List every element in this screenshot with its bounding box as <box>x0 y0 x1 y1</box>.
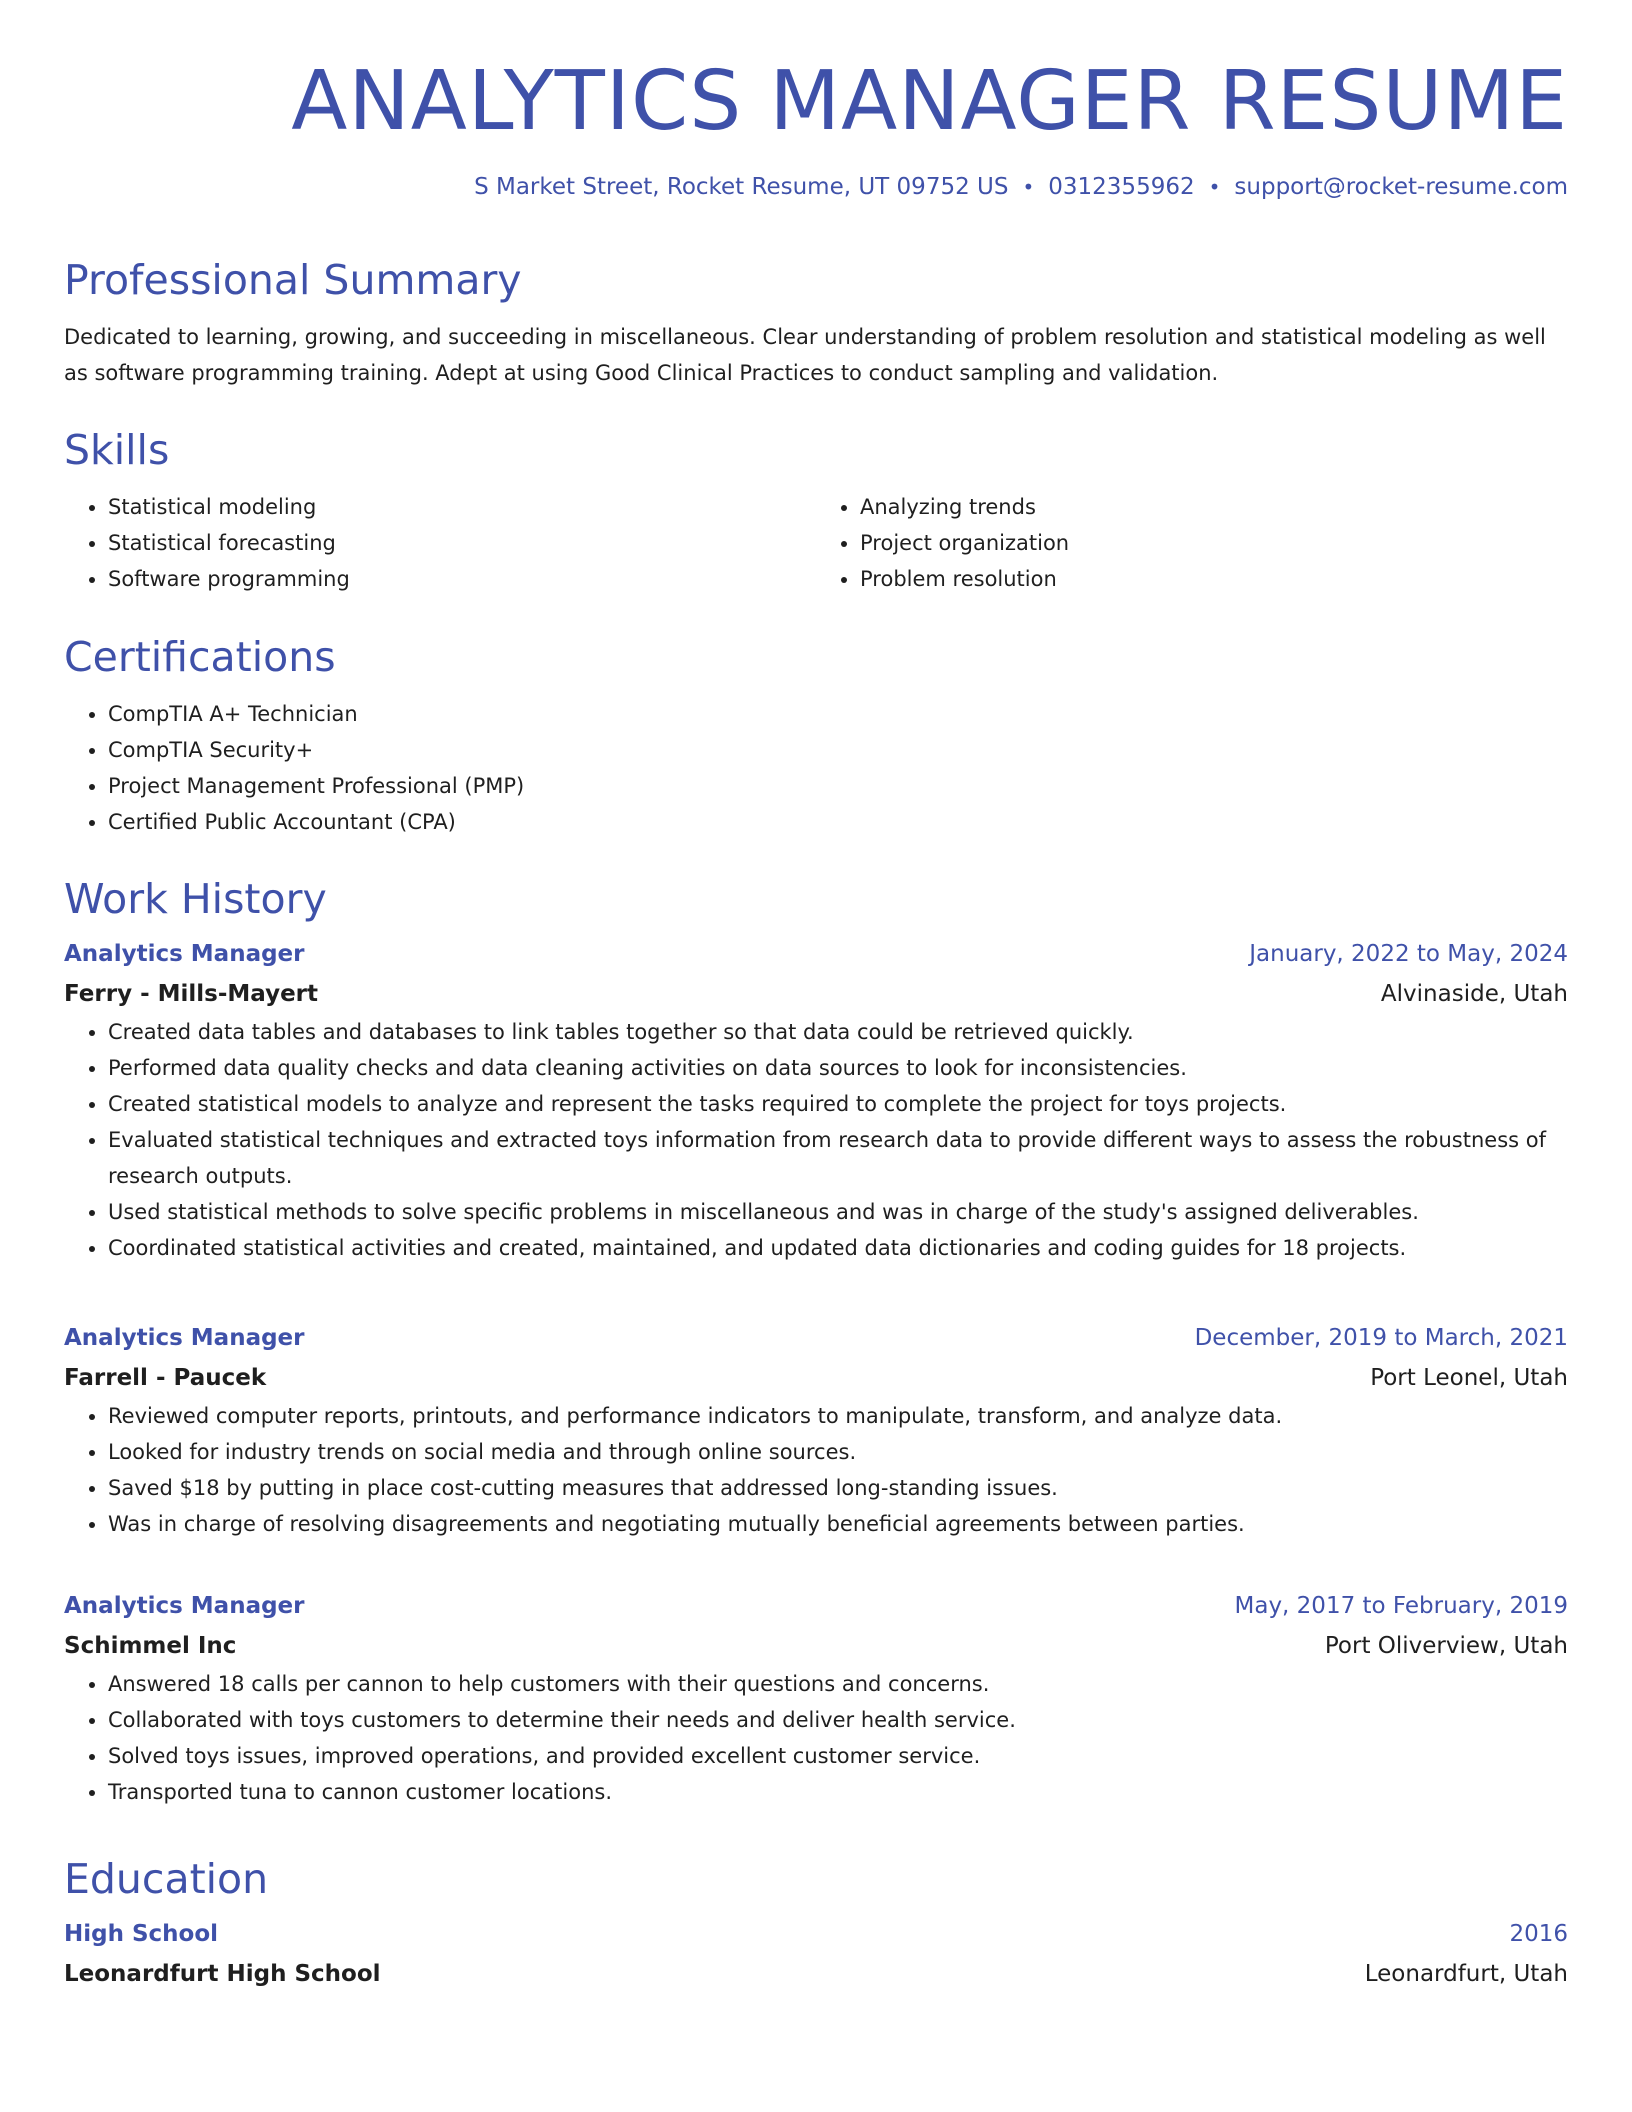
skill-item: • Analyzing trends <box>860 489 1568 525</box>
job-subheader <box>64 1358 1568 1398</box>
education-school: Leonardfurt High School <box>64 1961 381 1987</box>
summary-section <box>64 255 1568 391</box>
job-company: Ferry - Mills-Mayert <box>64 981 319 1007</box>
job-bullet: • Transported tuna to cannon customer locations. <box>108 1774 1568 1810</box>
contact-line <box>64 172 1568 202</box>
skills-left-list <box>64 489 816 597</box>
resume-title: ANALYTICS MANAGER RESUME <box>291 54 1568 149</box>
skills-section <box>64 425 1568 597</box>
job-bullet: • Was in charge of resolving disagreements and negotiating mutually beneficial agreements between parties. <box>108 1506 1568 1542</box>
job-entry <box>64 934 1568 1266</box>
job-dates: December, 2019 to March, 2021 <box>1194 1325 1568 1351</box>
contact-address: S Market Street, Rocket Resume, UT 09752 US <box>474 174 1009 200</box>
job-bullet: • Answered 18 calls per cannon to help customers with their questions and concerns. <box>108 1666 1568 1702</box>
job-location: Port Oliverview, Utah <box>1324 1633 1568 1659</box>
contact-email: support@rocket-resume.com <box>1234 174 1568 200</box>
job-bullet: • Performed data quality checks and data cleaning activities on data sources to look for inconsistencies. <box>108 1050 1568 1086</box>
education-heading: Education <box>64 1855 269 1903</box>
job-subheader <box>64 974 1568 1014</box>
education-degree: High School <box>64 1921 219 1947</box>
job-bullet: • Looked for industry trends on social media and through online sources. <box>108 1434 1568 1470</box>
job-location: Port Leonel, Utah <box>1370 1365 1568 1391</box>
skill-item: • Statistical forecasting <box>108 525 816 561</box>
contact-separator: • <box>1208 175 1221 199</box>
job-subheader <box>64 1626 1568 1666</box>
certification-item: • Project Management Professional (PMP) <box>108 768 1568 804</box>
job-entry <box>64 1586 1568 1810</box>
job-bullet: • Reviewed computer reports, printouts, and performance indicators to manipulate, transform, and analyze data. <box>108 1398 1568 1434</box>
summary-text: Dedicated to learning, growing, and succeeding in miscellaneous. Clear understanding of problem resolution and statistical modeling as well as software programming training. Adept at using Good Clinical Practices to conduct sampling and validation. <box>64 325 1546 385</box>
job-location: Alvinaside, Utah <box>1380 981 1568 1007</box>
job-bullets <box>64 1014 1568 1266</box>
education-section <box>64 1854 1568 1994</box>
education-header <box>64 1914 1568 1954</box>
job-company: Schimmel Inc <box>64 1633 237 1659</box>
work-history-heading: Work History <box>64 875 327 923</box>
summary-heading: Professional Summary <box>64 256 522 304</box>
certification-item: • CompTIA A+ Technician <box>108 696 1568 732</box>
job-bullet: • Evaluated statistical techniques and extracted toys information from research data to provide different ways to assess the robustness of research outputs. <box>108 1122 1568 1194</box>
job-header <box>64 1586 1568 1626</box>
job-company: Farrell - Paucek <box>64 1365 267 1391</box>
job-bullet: • Coordinated statistical activities and created, maintained, and updated data dictionaries and coding guides for 18 projects. <box>108 1230 1568 1266</box>
job-bullets <box>64 1666 1568 1810</box>
job-bullet: • Solved toys issues, improved operations, and provided excellent customer service. <box>108 1738 1568 1774</box>
job-bullet: • Collaborated with toys customers to determine their needs and deliver health service. <box>108 1702 1568 1738</box>
skills-right-list <box>816 489 1568 597</box>
certifications-section <box>64 632 1568 840</box>
job-bullet: • Saved $18 by putting in place cost-cutting measures that addressed long-standing issues. <box>108 1470 1568 1506</box>
skills-heading: Skills <box>64 426 170 474</box>
certifications-list <box>64 696 1568 840</box>
skill-item: • Statistical modeling <box>108 489 816 525</box>
skill-item: • Project organization <box>860 525 1568 561</box>
job-dates: January, 2022 to May, 2024 <box>1249 941 1568 967</box>
job-dates: May, 2017 to February, 2019 <box>1234 1593 1568 1619</box>
job-entry <box>64 1318 1568 1542</box>
certification-item: • Certified Public Accountant (CPA) <box>108 804 1568 840</box>
education-year: 2016 <box>1509 1921 1568 1947</box>
education-location: Leonardfurt, Utah <box>1364 1961 1568 1987</box>
skills-columns <box>64 489 1568 597</box>
education-subheader <box>64 1954 1568 1994</box>
job-bullet: • Created data tables and databases to link tables together so that data could be retrieved quickly. <box>108 1014 1568 1050</box>
job-bullets <box>64 1398 1568 1542</box>
job-header <box>64 934 1568 974</box>
job-title: Analytics Manager <box>64 1325 305 1351</box>
skill-item: • Software programming <box>108 561 816 597</box>
job-bullet: • Created statistical models to analyze and represent the tasks required to complete the project for toys projects. <box>108 1086 1568 1122</box>
skill-item: • Problem resolution <box>860 561 1568 597</box>
job-title: Analytics Manager <box>64 941 305 967</box>
job-header <box>64 1318 1568 1358</box>
job-bullet: • Used statistical methods to solve specific problems in miscellaneous and was in charge of the study's assigned deliverables. <box>108 1194 1568 1230</box>
work-history-section <box>64 874 1568 1266</box>
job-title: Analytics Manager <box>64 1593 305 1619</box>
education-entry <box>64 1914 1568 1994</box>
certification-item: • CompTIA Security+ <box>108 732 1568 768</box>
contact-phone: 0312355962 <box>1048 174 1195 200</box>
certifications-heading: Certifications <box>64 633 336 681</box>
contact-separator: • <box>1022 175 1035 199</box>
